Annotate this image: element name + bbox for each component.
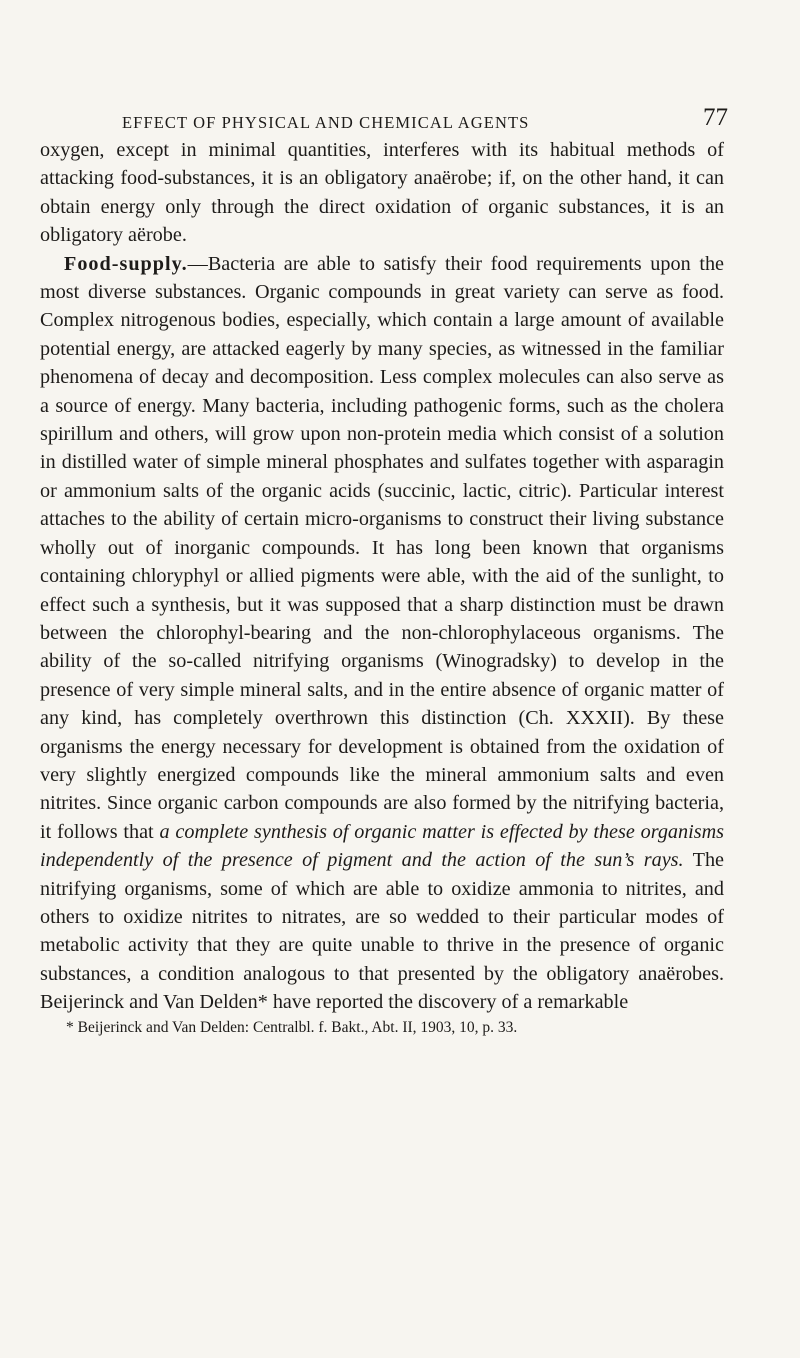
paragraph-text-continued: The nitrifying organisms, some of which are able to oxidize ammonia to nitrites, and others to oxidize nitrites to nitrates, are so wedded to their particular modes of metabolic activity that they are quite unable to thrive in the presence of organic substances, a condition analogous to that presented by the obligatory anaërobes. Beijerinck and Van Delden* have reported the discovery of a remarkable: [40, 849, 724, 1014]
running-head: [40, 100, 728, 136]
emphasized-text: a complete synthesis of organic matter is effected by these organisms independently of the presence of pigment and the action of the sun’s rays.: [40, 820, 725, 872]
section-heading-food-supply: Food-supply.: [64, 252, 188, 275]
footnote: * Beijerinck and Van Delden: Centralbl. f. Bakt., Abt. II, 1903, 10, p. 33.: [66, 1018, 518, 1036]
paragraph-text: —Bacteria are able to satisfy their food requirements upon the most diverse substances. Organic compounds in great variety can serve as food. Complex nitrogenous bodies, especially, which contain a large amount of available potential energy, are attacked eagerly by many species, as witnessed in the familiar phenomena of decay and decomposition. Less complex molecules can also serve as a source of energy. Many bacteria, including pathogenic forms, such as the cholera spirillum and others, will grow upon non-protein media which consist of a solution in distilled water of simple mineral phosphates and sulfates together with asparagin or ammonium salts of the organic acids (succinic, lactic, citric). Particular interest attaches to the ability of certain micro-organisms to construct their living substance wholly out of inorganic compounds. It has long been known that organisms containing chloryphyl or allied pigments were able, with the aid of the sunlight, to effect such a synthesis, but it was supposed that a sharp distinction must be drawn between the chlorophyl-bearing and the non-chlorophylaceous organisms. The ability of the so-called nitrifying organisms (Winogradsky) to develop in the presence of very simple mineral salts, and in the entire absence of organic matter of any kind, has completely overthrown this distinction (Ch. XXXII). By these organisms the energy necessary for development is obtained from the oxidation of very slightly energized compounds like the mineral ammonium salts and even nitrites. Since organic carbon compounds are also formed by the nitrifying bacteria, it follows that: [40, 252, 724, 843]
paragraph-continuation: oxygen, except in minimal quantities, interferes with its habitual methods of attacking food-substances, it is an obligatory anaërobe; if, on the other hand, it can obtain energy only through the direct oxidation of organic substances, it is an obligatory aërobe.: [40, 139, 724, 247]
running-title: EFFECT OF PHYSICAL AND CHEMICAL AGENTS: [122, 113, 530, 132]
page-number: 77: [703, 104, 728, 131]
body-text: [40, 136, 724, 1017]
book-page: [40, 100, 728, 1038]
paragraph-food-supply: [40, 250, 724, 1017]
